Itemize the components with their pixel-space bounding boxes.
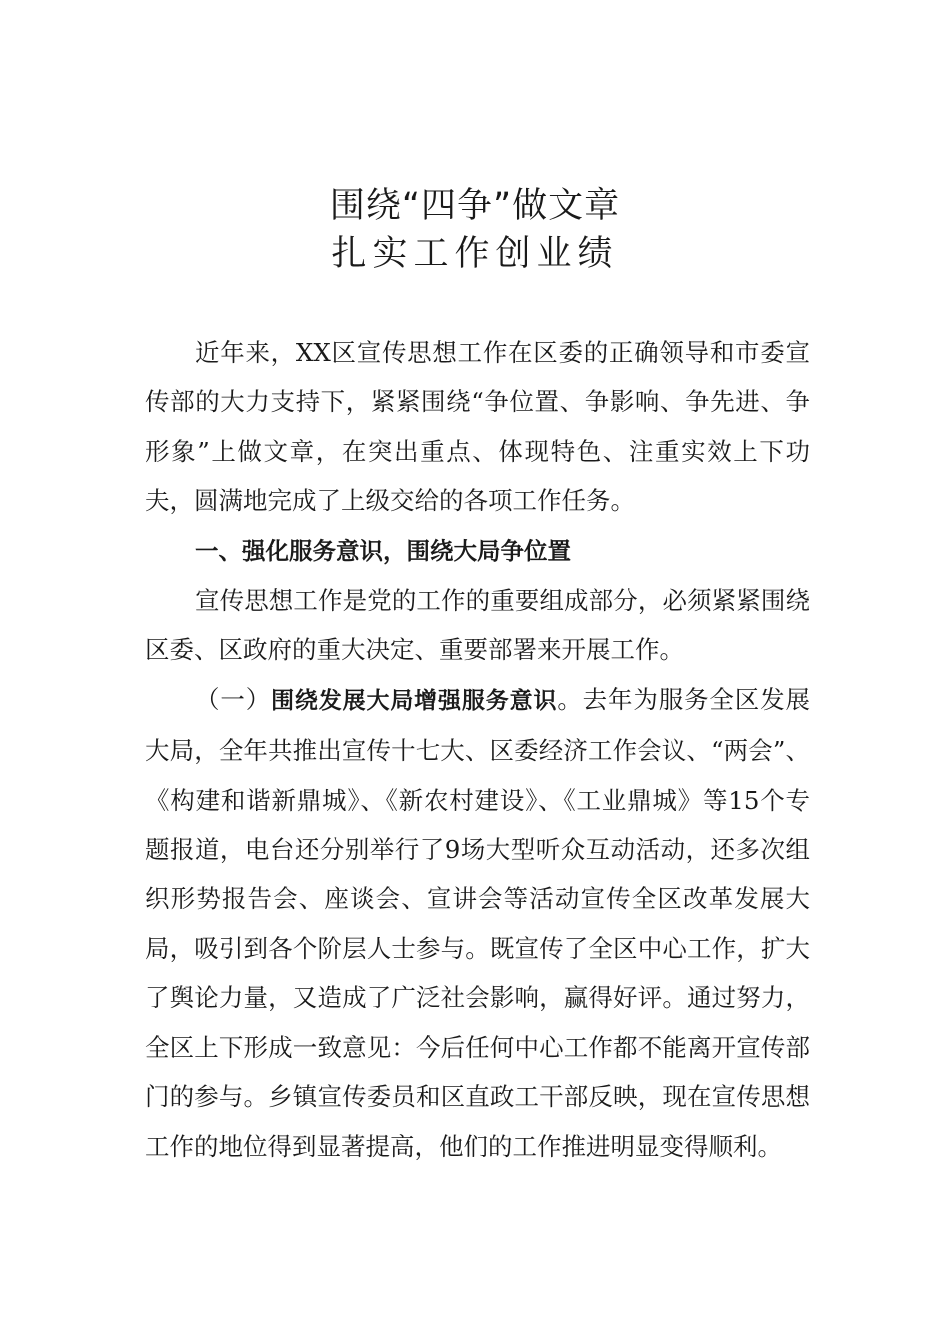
subsection-1-paragraph xyxy=(145,675,810,1171)
subsection-1-number: （一） xyxy=(195,684,272,714)
intro-paragraph: 近年来，XX区宣传思想工作在区委的正确领导和市委宣传部的大力支持下，紧紧围绕“争位置、争影响、争先进、争形象”上做文章，在突出重点、体现特色、注重实效上下功夫，圆满地完成了上级交给的各项工作任务。 xyxy=(145,338,810,516)
subsection-1-text: 。去年为服务全区发展大局，全年共推出宣传十七大、区委经济工作会议、“两会”、《构建和谐新鼎城》、《新农村建设》、《工业鼎城》等15个专题报道，电台还分别举行了9场大型听众互动活动，还多次组织形势报告会、座谈会、宣讲会等活动宣传全区改革发展大局，吸引到各个阶层人士参与。既宣传了全区中心工作，扩大了舆论力量，又造成了广泛社会影响，赢得好评。通过努力，全区上下形成一致意见：今后任何中心工作都不能离开宣传部门的参与。乡镇宣传委员和区直政工干部反映，现在宣传思想工作的地位得到显著提高，他们的工作推进明显变得顺利。 xyxy=(145,684,810,1161)
document-body xyxy=(145,328,810,1171)
document-title-line-2: 扎实工作创业绩 xyxy=(331,234,619,274)
document-title-line-1: 围绕“四争”做文章 xyxy=(329,186,621,226)
section-1-paragraph: 宣传思想工作是党的工作的重要组成部分，必须紧紧围绕区委、区政府的重大决定、重要部署来开展工作。 xyxy=(145,586,810,665)
section-1-heading-row xyxy=(145,526,810,576)
section-1-heading: 一、强化服务意识，围绕大局争位置 xyxy=(195,536,571,565)
subsection-1-lead: 围绕发展大局增强服务意识 xyxy=(271,687,558,714)
